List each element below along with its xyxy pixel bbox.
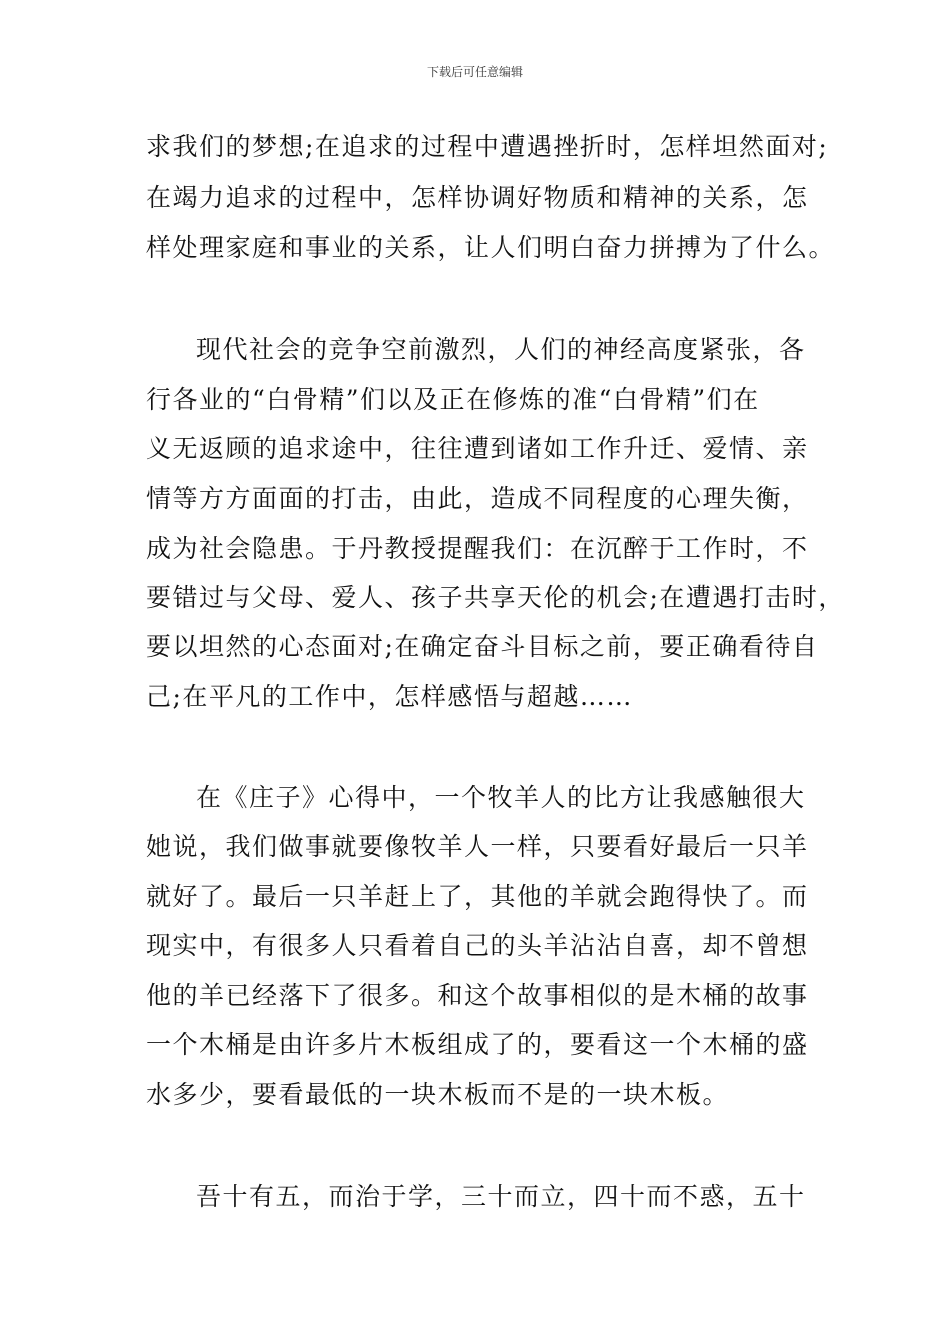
text-line: 行各业的“白骨精”们以及正在修炼的准“白骨精”们在: [146, 385, 760, 414]
paragraph-first-line: 现代社会的竞争空前激烈，人们的神经高度紧张，各: [196, 335, 806, 364]
text-line: 一个木桶是由许多片木板组成了的，要看这一个木桶的盛: [146, 1030, 809, 1059]
text-line: 要错过与父母、爱人、孩子共享天伦的机会;在遭遇打击时，: [146, 583, 845, 612]
text-line: 水多少，要看最低的一块木板而不是的一块木板。: [146, 1080, 730, 1109]
text-line: 就好了。最后一只羊赶上了，其他的羊就会跑得快了。而: [146, 882, 809, 911]
text-line: 成为社会隐患。于丹教授提醒我们：在沉醉于工作时，不: [146, 534, 809, 563]
text-line: 她说，我们做事就要像牧羊人一样，只要看好最后一只羊: [146, 832, 809, 861]
text-line: 情等方方面面的打击，由此，造成不同程度的心理失衡，: [146, 484, 809, 513]
text-line: 样处理家庭和事业的关系，让人们明白奋力拼搏为了什么。: [146, 233, 836, 262]
text-line: 己;在平凡的工作中，怎样感悟与超越……: [146, 682, 633, 711]
text-line: 义无返顾的追求途中，往往遭到诸如工作升迁、爱情、亲: [146, 434, 809, 463]
paragraph-first-line: 吾十有五，而治于学，三十而立，四十而不惑，五十: [196, 1182, 806, 1211]
text-line: 现实中，有很多人只看着自己的头羊沾沾自喜，却不曾想: [146, 931, 809, 960]
page-header: 下载后可任意编辑: [426, 65, 523, 79]
text-line: 求我们的梦想;在追求的过程中遭遇挫折时，怎样坦然面对;: [146, 132, 829, 161]
text-line: 要以坦然的心态面对;在确定奋斗目标之前，要正确看待自: [146, 632, 819, 661]
text-line: 他的羊已经落下了很多。和这个故事相似的是木桶的故事: [146, 981, 809, 1010]
text-line: 在竭力追求的过程中，怎样协调好物质和精神的关系，怎: [146, 183, 809, 212]
paragraph-first-line: 在《庄子》心得中，一个牧羊人的比方让我感触很大: [196, 783, 806, 812]
